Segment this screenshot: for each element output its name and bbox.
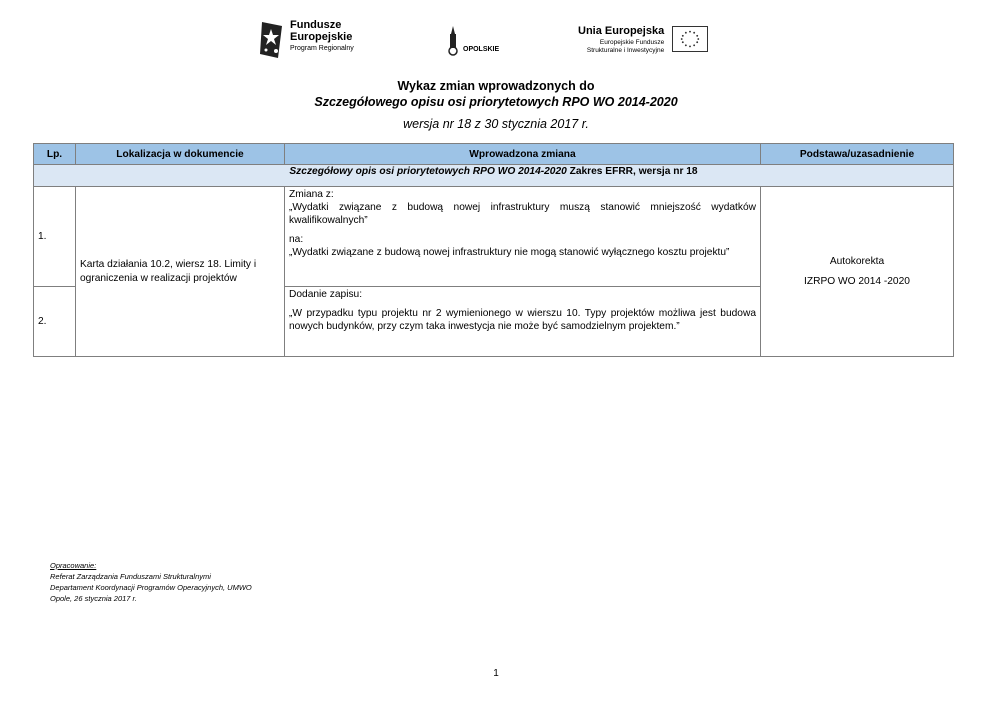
ue-logo-line3: Strukturalne i Inwestycyjne bbox=[586, 46, 665, 54]
basis-line2: IZRPO WO 2014 -2020 bbox=[804, 275, 910, 287]
change-old-text: „Wydatki związane z budową nowej infrastruktury muszą stanowić mniejszość wydatków kwalifikowalnych” bbox=[289, 202, 756, 226]
change-intro: Zmiana z: bbox=[289, 189, 334, 200]
document-title bbox=[0, 78, 992, 132]
fe-logo-line2: Europejskie bbox=[290, 31, 353, 43]
fe-logo-line3: Program Regionalny bbox=[290, 45, 354, 52]
prepared-by-line2: Departament Koordynacji Programów Operacyjnych, UMWO bbox=[50, 583, 252, 592]
changes-table bbox=[33, 143, 954, 357]
logos-bar bbox=[0, 14, 992, 64]
title-version: wersja nr 18 z 30 stycznia 2017 r. bbox=[403, 117, 589, 131]
title-line2: Szczegółowego opisu osi priorytetowych RPO WO 2014-2020 bbox=[314, 95, 678, 109]
unia-europejska-logo bbox=[578, 26, 708, 54]
table-header-row bbox=[34, 144, 954, 165]
ue-logo-line1: Unia Europejska bbox=[578, 25, 665, 37]
fe-logo-line1: Fundusze bbox=[290, 19, 342, 31]
prepared-by-heading: Opracowanie: bbox=[50, 561, 97, 570]
table-row bbox=[34, 187, 954, 287]
row-basis bbox=[761, 187, 954, 357]
col-header-location: Lokalizacja w dokumencie bbox=[76, 144, 285, 165]
section-title bbox=[34, 165, 954, 187]
opolskie-logo bbox=[445, 26, 499, 56]
section-title-italic: Szczegółowy opis osi priorytetowych RPO WO 2014-2020 bbox=[289, 166, 567, 177]
page-number: 1 bbox=[493, 668, 499, 679]
fe-star-icon bbox=[258, 20, 284, 60]
section-title-rest: Zakres EFRR, wersja nr 18 bbox=[566, 166, 698, 177]
change-intro: Dodanie zapisu: bbox=[289, 289, 363, 300]
row-change bbox=[285, 187, 761, 287]
row-lp: 1. bbox=[34, 187, 76, 287]
opolskie-tower-icon bbox=[445, 26, 461, 56]
change-added-text: „W przypadku typu projektu nr 2 wymienionego w wierszu 10. Typy projektów możliwa jest budowa nowych budynków, przy czym taka inwestycja nie może być samodzielnym projektem.” bbox=[289, 308, 756, 332]
row-change bbox=[285, 287, 761, 357]
change-new-text: „Wydatki związane z budową nowej infrastruktury nie mogą stanowić wyłącznego kosztu projektu” bbox=[289, 247, 730, 258]
prepared-by-line1: Referat Zarządzania Funduszami Strukturalnymi bbox=[50, 572, 211, 581]
col-header-basis: Podstawa/uzasadnienie bbox=[761, 144, 954, 165]
change-to-label: na: bbox=[289, 234, 304, 245]
section-row bbox=[34, 165, 954, 187]
prepared-by-line3: Opole, 26 stycznia 2017 r. bbox=[50, 594, 137, 603]
fundusze-europejskie-logo bbox=[258, 20, 354, 60]
row-lp: 2. bbox=[34, 287, 76, 357]
col-header-lp: Lp. bbox=[34, 144, 76, 165]
opolskie-logo-text: OPOLSKIE bbox=[463, 46, 500, 53]
col-header-change: Wprowadzona zmiana bbox=[285, 144, 761, 165]
row-location: Karta działania 10.2, wiersz 18. Limity i ograniczenia w realizacji projektów bbox=[76, 187, 285, 357]
prepared-by-note bbox=[50, 560, 252, 604]
eu-flag-icon bbox=[672, 26, 708, 52]
basis-line1: Autokorekta bbox=[829, 255, 885, 267]
title-line1: Wykaz zmian wprowadzonych do bbox=[397, 79, 595, 93]
ue-logo-line2: Europejskie Fundusze bbox=[599, 39, 665, 46]
